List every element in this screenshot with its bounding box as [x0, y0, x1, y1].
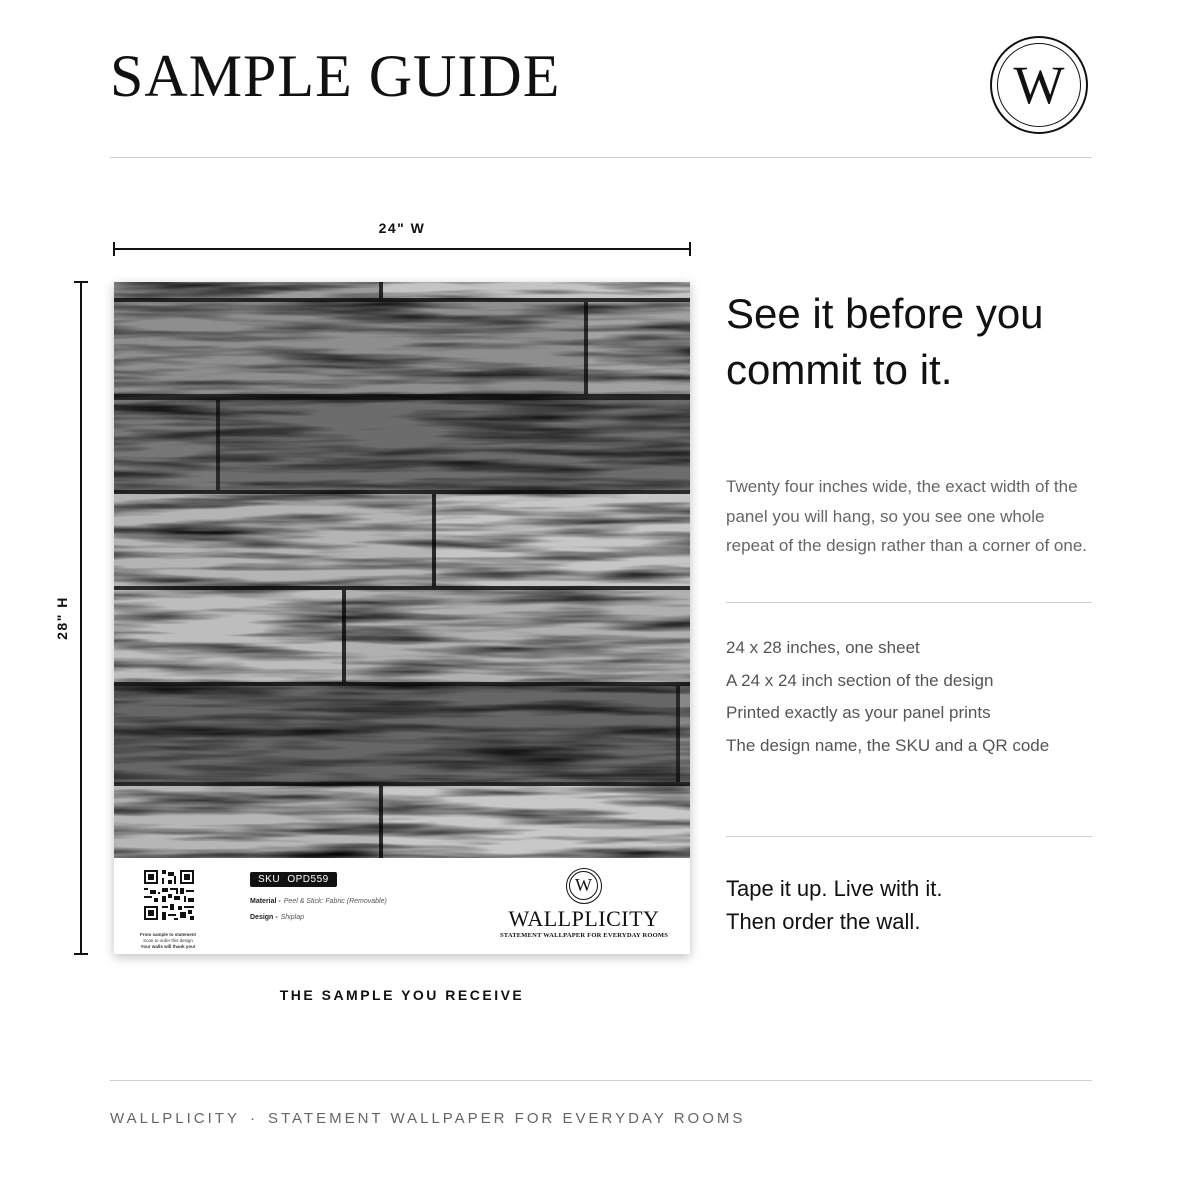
width-dimension-line [108, 240, 698, 258]
page-title: SAMPLE GUIDE [110, 43, 561, 109]
height-dimension-line [72, 276, 90, 960]
material-spec [250, 898, 387, 905]
tagline-line: Then order the wall. [726, 909, 921, 934]
sample-brand-logo-letter: W [569, 871, 598, 900]
headline: See it before you commit to it. [726, 290, 1044, 393]
sample-brand-logo [566, 868, 602, 904]
info-divider [726, 602, 1092, 603]
qr-caption-line: Your walls will thank you! [140, 944, 196, 949]
sample-label-strip [114, 858, 690, 954]
info-divider [726, 836, 1092, 837]
shiplap-wood-pattern [114, 282, 690, 858]
design-value: Shiplap [280, 914, 304, 921]
brand-logo-letter: W [997, 43, 1081, 127]
spec-list-item: The design name, the SKU and a QR code [726, 735, 1050, 755]
spec-list-item: A 24 x 24 inch section of the design [726, 670, 994, 690]
design-label: Design - [250, 914, 278, 921]
sku-value: OPD559 [287, 874, 329, 885]
qr-caption-line: From sample to statement [139, 932, 196, 937]
brand-logo [990, 36, 1088, 134]
tagline-line: Tape it up. Live with it. [726, 876, 943, 901]
sample-caption: THE SAMPLE YOU RECEIVE [279, 987, 525, 1003]
footer-separator: · [249, 1110, 258, 1127]
footer-brand: WALLPLICITY [110, 1110, 240, 1127]
footer-tagline: STATEMENT WALLPAPER FOR EVERYDAY ROOMS [267, 1110, 746, 1127]
sample-brand-name: WALLPLICITY [508, 906, 660, 931]
spec-list [726, 632, 1049, 762]
sku-badge [250, 872, 337, 887]
spec-list-item: Printed exactly as your panel prints [726, 703, 991, 722]
description-text: Twenty four inches wide, the exact width of the panel you will hang, so you see one whole repeat of the design rather than a corner of one. [726, 477, 1088, 555]
height-dimension-label: 28" H [54, 596, 70, 640]
qr-caption-line: Scan to order this design [143, 938, 193, 943]
qr-code-icon [144, 870, 194, 920]
footer [110, 1110, 745, 1127]
bottom-divider [110, 1080, 1092, 1081]
sample-sheet [114, 282, 690, 954]
tagline [726, 872, 1086, 938]
top-divider [110, 157, 1092, 158]
material-label: Material - [250, 898, 281, 905]
width-dimension-label: 24" W [378, 220, 426, 236]
design-spec [250, 914, 304, 921]
material-value: Peel & Stick: Fabric (Removable) [283, 898, 387, 905]
sku-label: SKU [258, 874, 281, 885]
sample-brand-tagline: STATEMENT WALLPAPER FOR EVERYDAY ROOMS [499, 932, 669, 939]
qr-caption [128, 932, 208, 950]
spec-list-item: 24 x 28 inches, one sheet [726, 638, 920, 657]
